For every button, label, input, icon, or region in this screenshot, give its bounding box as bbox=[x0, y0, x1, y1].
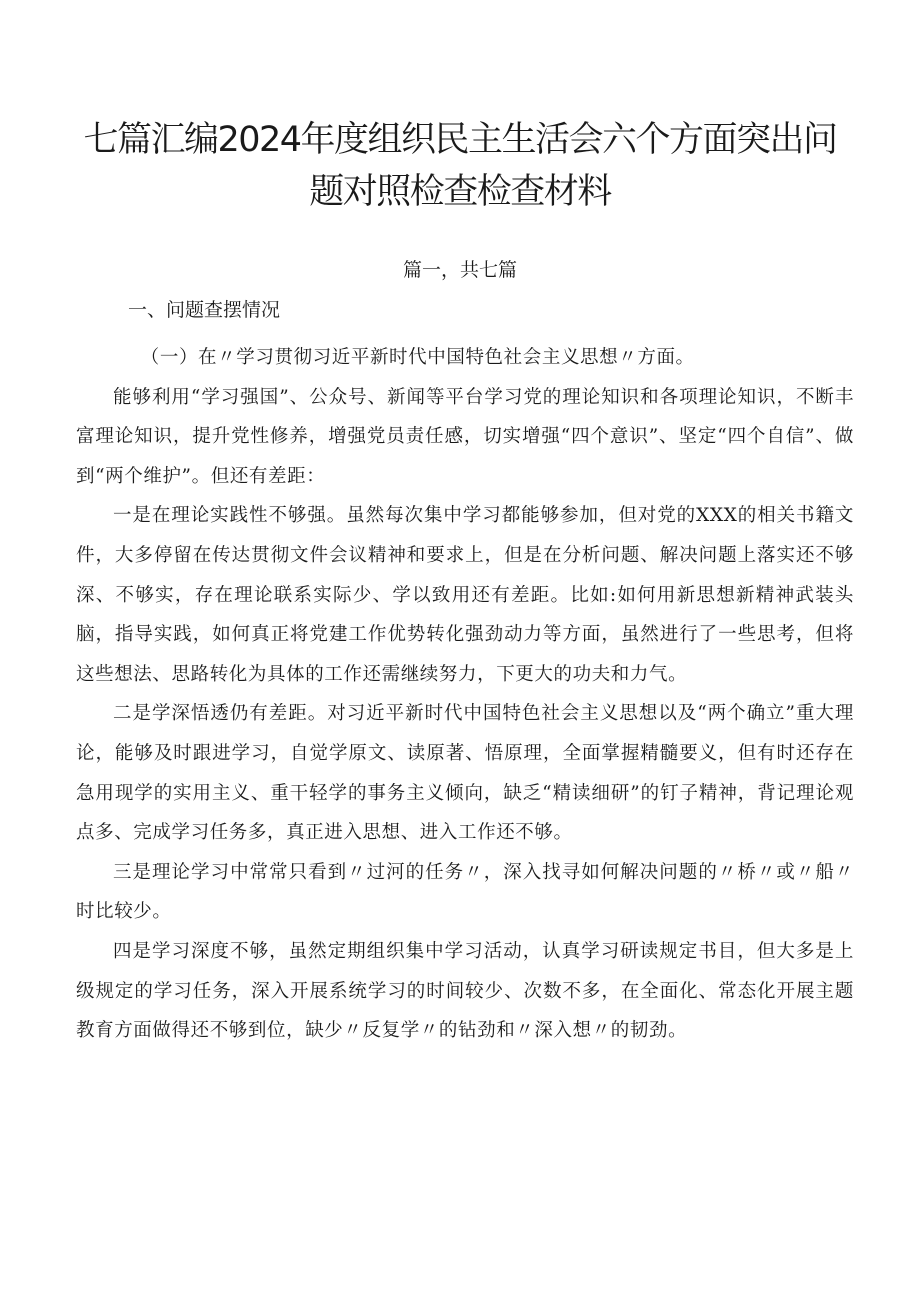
paragraph-subsection-heading: （一）在〃学习贯彻习近平新时代中国特色社会主义思想〃方面。 bbox=[140, 347, 695, 368]
section-heading: 一、问题查摆情况 bbox=[128, 299, 281, 321]
paragraph: 一是在理论实践性不够强。虽然每次集中学习都能够参加，但对党的XXX的相关书籍文件，大多停留在传达贯彻文件会议精神和要求上，但是在分析问题、解决问题上落实还不够深、不够实，存在理论联系实际少、学以致用还有差距。比如:如何用新思想新精神武装头脑，指导实践，如何真正将党建工作优势转化强劲动力等方面，虽然进行了一些思考，但将这些想法、思路转化为具体的工作还需继续努力，下更大的功夫和力气。 bbox=[76, 505, 854, 685]
document-subtitle: 篇一，共七篇 bbox=[402, 259, 517, 281]
paragraph: 二是学深悟透仍有差距。对习近平新时代中国特色社会主义思想以及“两个确立”重大理论，能够及时跟进学习，自觉学原文、读原著、悟原理，全面掌握精髓要义，但有时还存在急用现学的实用主义、重干轻学的事务主义倾向，缺乏“精读细研”的钉子精神，背记理论观点多、完成学习任务多，真正进入思想、进入工作还不够。 bbox=[76, 703, 854, 844]
paragraph: 四是学习深度不够，虽然定期组织集中学习活动，认真学习研读规定书目，但大多是上级规定的学习任务，深入开展系统学习的时间较少、次数不多，在全面化、常态化开展主题教育方面做得还不够到位，缺少〃反复学〃的钻劲和〃深入想〃的韧劲。 bbox=[76, 940, 854, 1042]
document-body bbox=[76, 338, 854, 1051]
paragraph: 能够利用“学习强国”、公众号、新闻等平台学习党的理论知识和各项理论知识，不断丰富理论知识，提升党性修养，增强党员责任感，切实增强“四个意识”、坚定“四个自信”、做到“两个维护”。但还有差距： bbox=[76, 386, 854, 487]
paragraph: 三是理论学习中常常只看到〃过河的任务〃，深入找寻如何解决问题的〃桥〃或〃船〃时比较少。 bbox=[76, 861, 854, 923]
document-title: 七篇汇编2024年度组织民主生活会六个方面突出问题对照检查检查材料 bbox=[83, 120, 837, 212]
